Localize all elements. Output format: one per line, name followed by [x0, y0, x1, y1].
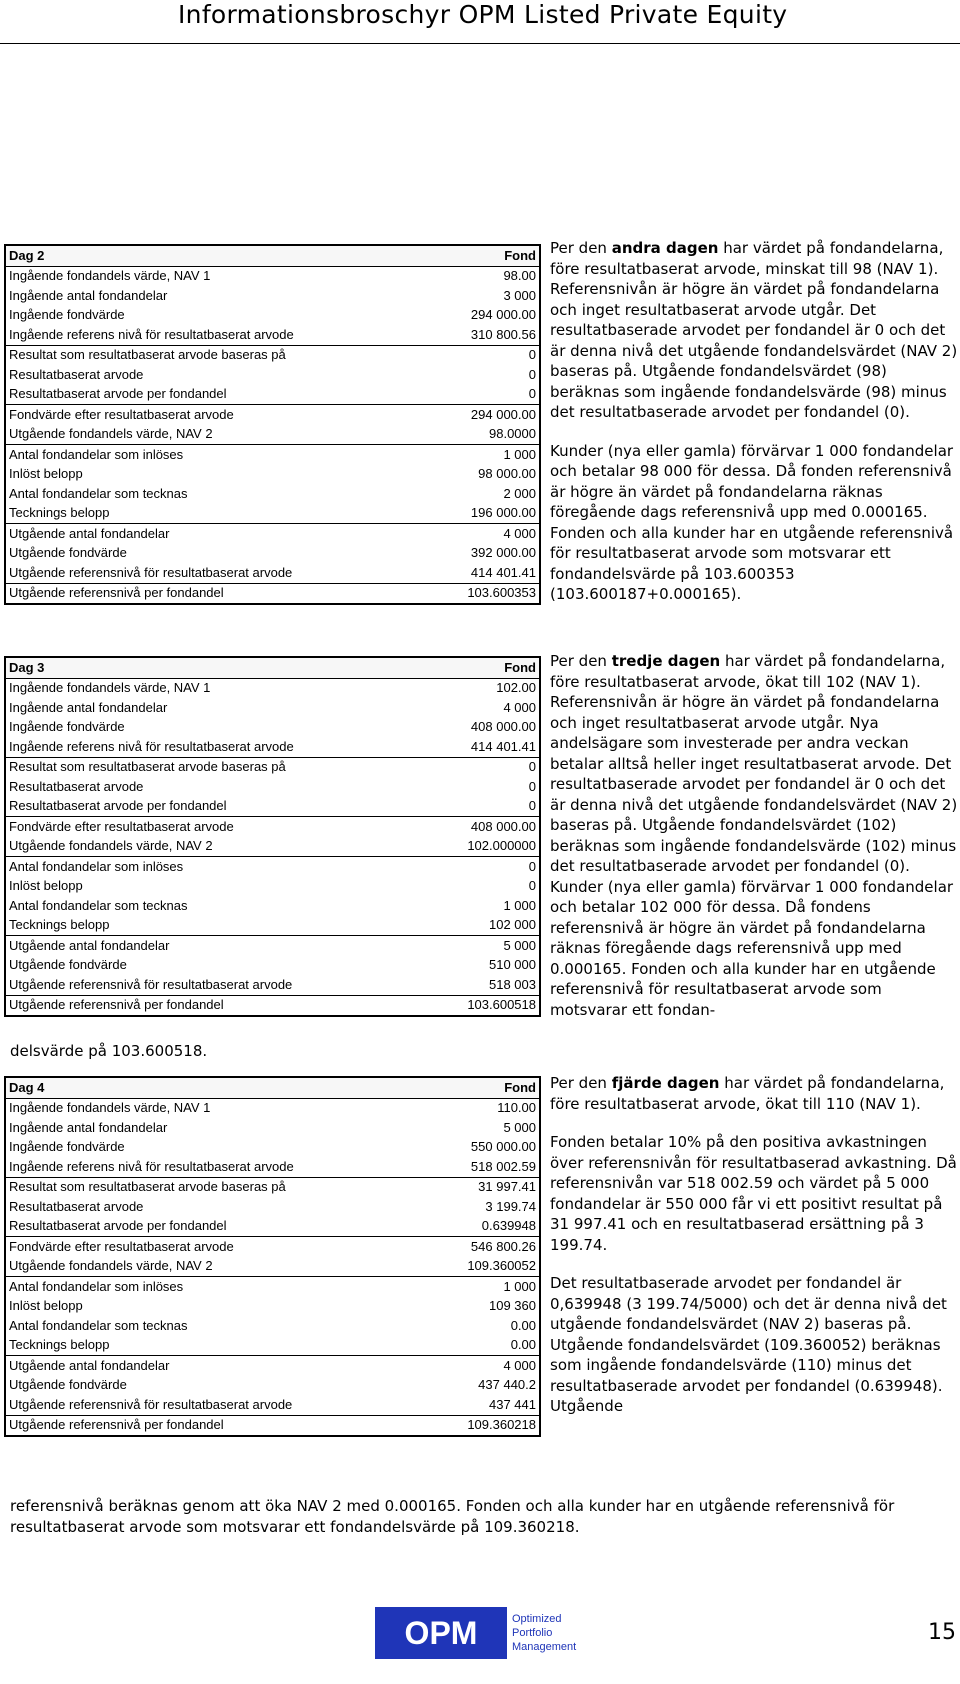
document-title: Informationsbroschyr OPM Listed Private Equity	[178, 0, 788, 29]
row-label: Resultat som resultatbaserat arvode baseras på	[5, 1177, 423, 1197]
row-value: 550 000.00	[470, 1139, 536, 1155]
row-label: Utgående fondandels värde, NAV 2	[9, 838, 213, 854]
row-value: 0	[528, 878, 536, 894]
row-value: 437 440.2	[478, 1377, 536, 1393]
row-label: Resultatbaserat arvode	[9, 366, 144, 382]
dag4-paragraph-2: Fonden betalar 10% på den positiva avkastningen över referensnivån för resultatbaserad avkastning. Då referensnivån var 518 002.59 och värdet på 5 000 fondandelar är 550 000 får vi ett positivt resultat på 31 997.41 och en resultatbaserad ersättning på 3 199.74.	[550, 1133, 957, 1254]
row-value: 103.600353	[423, 583, 540, 604]
row-label: Utgående antal fondandelar	[5, 936, 423, 956]
row-value: 3 199.74	[485, 1198, 536, 1214]
dag4-continuation: referensnivå beräknas genom att öka NAV 2 med 0.000165. Fonden och alla kunder har en utgående referensnivå för resultatbaserat arvode som motsvarar ett fondandelsvärde på 109.360218.	[10, 1497, 895, 1536]
table-row	[5, 286, 540, 306]
row-label: Ingående antal fondandelar	[9, 699, 168, 715]
row-label: Dag 4	[5, 1077, 423, 1098]
row-value: 310 800.56	[470, 326, 536, 342]
day-keyword: fjärde dagen	[611, 1074, 720, 1092]
table-row	[5, 975, 540, 995]
dag3-paragraph-1: Per den tredje dagen har värdet på fondandelarna, före resultatbaserat arvode, ökat till 102 (NAV 1). Referensnivån är högre än värdet på fondandelarna och inget resultatbaserat arvode utgår. Nya andelsägare som investerade per andra veckan betalar alltså heller inget resultatbaserat arvode. Det resultatbaserade arvodet per fondandel är 0 och det är denna nivå det utgående fondandelsvärdet (NAV 2) baseras på. Utgående fondandelsvärdet (102) beräknas som ingående fondandelsvärde (102) minus det resultatbaserade arvodet per fondandel (0). Kunder (nya eller gamla) förvärvar 1 000 fondandelar och betalar 102 000 för dessa. Då fondens referensnivå är högre än värdet på fondandelarna räknas föregående dags referensnivå upp med 0.000165. Fonden och alla kunder har en utgående referensnivå för resultatbaserat arvode som motsvarar ett fondan-	[550, 652, 958, 1019]
table-row	[5, 465, 540, 485]
table-row	[5, 1177, 540, 1197]
table-row	[5, 504, 540, 524]
row-value: 0	[528, 778, 536, 794]
row-value: 414 401.41	[470, 564, 536, 580]
row-label: Utgående fondvärde	[9, 545, 127, 561]
row-label: Antal fondandelar som tecknas	[9, 897, 188, 913]
row-label: Ingående fondvärde	[9, 1139, 125, 1155]
row-value: 392 000.00	[470, 545, 536, 561]
row-label: Utgående antal fondandelar	[5, 1356, 423, 1376]
table-row	[5, 365, 540, 385]
row-value: 518 002.59	[470, 1158, 536, 1174]
row-value: 2 000	[503, 485, 536, 501]
row-label: Ingående antal fondandelar	[9, 1119, 168, 1135]
dag2-paragraph-2: Kunder (nya eller gamla) förvärvar 1 000 fondandelar och betalar 98 000 för dessa. Då fonden referensnivå är högre än värdet på fondandelarna räknas föregående dags referensnivå upp med 0.000165. Fonden och alla kunder har en utgående referensnivå för resultatbaserat arvode som motsvarar ett fondandelsvärde på 103.600353 (103.600187+0.000165).	[550, 441, 954, 603]
row-label: Utgående referensnivå per fondandel	[5, 995, 423, 1016]
table-row	[5, 936, 540, 956]
row-label: Utgående fondandels värde, NAV 2	[9, 1258, 213, 1274]
table-row	[5, 1157, 540, 1177]
row-label: Utgående fondandels värde, NAV 2	[9, 426, 213, 442]
row-value: 0.00	[510, 1337, 536, 1353]
row-value: 4 000	[423, 1356, 540, 1376]
row-value: 102.00	[423, 678, 540, 698]
table-row	[5, 1237, 540, 1257]
row-value: 0.639948	[481, 1218, 536, 1234]
row-label: Resultatbaserat arvode	[9, 778, 144, 794]
dag4-explanation	[550, 1073, 958, 1435]
row-value: 408 000.00	[423, 817, 540, 837]
table-row	[5, 896, 540, 916]
table-header-row	[5, 657, 540, 678]
row-label: Antal fondandelar som inlöses	[5, 857, 423, 877]
table-row	[5, 524, 540, 544]
table-row	[5, 583, 540, 604]
row-value: 103.600518	[423, 995, 540, 1016]
table-row	[5, 306, 540, 326]
day-keyword: tredje dagen	[611, 652, 721, 670]
row-label: Ingående fondvärde	[9, 307, 125, 323]
table-row	[5, 737, 540, 757]
table-row	[5, 718, 540, 738]
table-row	[5, 678, 540, 698]
table-row	[5, 1197, 540, 1217]
row-label: Utgående antal fondandelar	[5, 524, 423, 544]
table-row	[5, 1316, 540, 1336]
table-row	[5, 563, 540, 583]
row-value: 437 441	[489, 1396, 536, 1412]
table-row	[5, 266, 540, 286]
row-value: 414 401.41	[470, 738, 536, 754]
opm-logo-tagline	[512, 1612, 587, 1654]
row-label: Ingående referens nivå för resultatbaserat arvode	[9, 738, 294, 754]
table-row	[5, 797, 540, 817]
row-label: Inlöst belopp	[9, 1298, 83, 1314]
row-value: Fond	[423, 1077, 540, 1098]
row-label: Inlöst belopp	[9, 878, 83, 894]
row-value: 0	[423, 757, 540, 777]
row-value: 294 000.00	[423, 405, 540, 425]
row-value: Fond	[423, 657, 540, 678]
table-row	[5, 484, 540, 504]
table-row	[5, 1376, 540, 1396]
row-value: 0.00	[510, 1317, 536, 1333]
row-value: 5 000	[503, 1119, 536, 1135]
row-value: 110.00	[423, 1098, 540, 1118]
row-label: Resultatbaserat arvode per fondandel	[9, 1218, 227, 1234]
row-value: 31 997.41	[423, 1177, 540, 1197]
row-label: Utgående referensnivå per fondandel	[5, 583, 423, 604]
table-header-row	[5, 1077, 540, 1098]
table-row	[5, 1118, 540, 1138]
row-label: Tecknings belopp	[9, 1337, 110, 1353]
table-row	[5, 757, 540, 777]
table-row	[5, 1098, 540, 1118]
dag4-paragraph-1: Per den fjärde dagen har värdet på fondandelarna, före resultatbaserat arvode, ökat till 110 (NAV 1).	[550, 1074, 945, 1113]
row-label: Ingående fondandels värde, NAV 1	[5, 266, 423, 286]
table-row	[5, 1297, 540, 1317]
table-row	[5, 1217, 540, 1237]
row-value: 4 000	[423, 524, 540, 544]
row-label: Utgående referensnivå för resultatbaserat arvode	[9, 564, 293, 580]
row-value: 109.360052	[467, 1258, 536, 1274]
dag4-paragraph-3: Det resultatbaserade arvodet per fondandel är 0,639948 (3 199.74/5000) och det är denna nivå det utgående fondandelsvärdet (NAV 2) baseras på. Utgående fondandelsvärdet (109.360052) beräknas som ingående fondandelsvärde (110) minus det resultatbaserade arvodet per fondandel (0.639948). Utgående	[550, 1274, 947, 1415]
row-label: Ingående fondandels värde, NAV 1	[5, 1098, 423, 1118]
row-label: Resultat som resultatbaserat arvode baseras på	[5, 757, 423, 777]
row-value: 3 000	[503, 287, 536, 303]
row-label: Fondvärde efter resultatbaserat arvode	[5, 817, 423, 837]
row-label: Dag 3	[5, 657, 423, 678]
table-row	[5, 777, 540, 797]
table-row	[5, 1336, 540, 1356]
row-label: Ingående referens nivå för resultatbaserat arvode	[9, 326, 294, 342]
row-value: Fond	[423, 245, 540, 266]
row-value: 0	[423, 857, 540, 877]
dag3-explanation	[550, 651, 958, 1038]
row-label: Tecknings belopp	[9, 505, 110, 521]
table-row	[5, 345, 540, 365]
dag2-paragraph-1: Per den andra dagen har värdet på fondandelarna, före resultatbaserat arvode, minskat till 98 (NAV 1). Referensnivån är högre än värdet på fondandelarna och inget resultatbaserat arvode utgår. Det resultatbaserade arvodet per fondandel är 0 och det är denna nivå det utgående fondandelsvärdet (NAV 2) baseras på. Utgående fondandelsvärdet (98) beräknas som ingående fondandelsvärde (98) minus det resultatbaserade arvodet per fondandel (0).	[550, 239, 958, 421]
table-row	[5, 995, 540, 1016]
table-row	[5, 325, 540, 345]
row-label: Dag 2	[5, 245, 423, 266]
dag4-table	[4, 1076, 541, 1437]
row-label: Utgående fondvärde	[9, 957, 127, 973]
row-value: 518 003	[489, 976, 536, 992]
table-row	[5, 857, 540, 877]
table-row	[5, 385, 540, 405]
table-header-row	[5, 245, 540, 266]
row-value: 196 000.00	[470, 505, 536, 521]
table-row	[5, 1395, 540, 1415]
logo-line-1: Optimized	[512, 1613, 562, 1625]
opm-logo-mark: OPM	[375, 1607, 507, 1659]
row-value: 5 000	[423, 936, 540, 956]
row-value: 4 000	[503, 699, 536, 715]
row-value: 109 360	[489, 1298, 536, 1314]
row-value: 0	[528, 798, 536, 814]
row-label: Ingående referens nivå för resultatbaserat arvode	[9, 1158, 294, 1174]
row-value: 408 000.00	[470, 719, 536, 735]
table-row	[5, 698, 540, 718]
row-label: Ingående antal fondandelar	[9, 287, 168, 303]
row-label: Tecknings belopp	[9, 917, 110, 933]
row-label: Utgående referensnivå för resultatbaserat arvode	[9, 976, 293, 992]
row-label: Ingående fondvärde	[9, 719, 125, 735]
row-label: Antal fondandelar som tecknas	[9, 1317, 188, 1333]
table-row	[5, 837, 540, 857]
row-label: Resultatbaserat arvode per fondandel	[9, 798, 227, 814]
table-row	[5, 877, 540, 897]
dag3-continuation: delsvärde på 103.600518.	[10, 1042, 208, 1060]
table-row	[5, 956, 540, 976]
row-label: Utgående fondvärde	[9, 1377, 127, 1393]
row-value: 0	[528, 366, 536, 382]
row-value: 109.360218	[423, 1415, 540, 1436]
row-label: Resultat som resultatbaserat arvode baseras på	[5, 345, 423, 365]
row-value: 0	[528, 386, 536, 402]
table-row	[5, 1415, 540, 1436]
row-label: Antal fondandelar som inlöses	[5, 445, 423, 465]
logo-line-2: Portfolio	[512, 1627, 553, 1639]
row-label: Resultatbaserat arvode per fondandel	[9, 386, 227, 402]
row-label: Inlöst belopp	[9, 466, 83, 482]
page-number: 15	[928, 1620, 956, 1645]
row-value: 98.00	[423, 266, 540, 286]
row-value: 98.0000	[489, 426, 536, 442]
table-row	[5, 817, 540, 837]
table-row	[5, 1356, 540, 1376]
table-row	[5, 916, 540, 936]
table-row	[5, 405, 540, 425]
row-value: 294 000.00	[470, 307, 536, 323]
row-label: Ingående fondandels värde, NAV 1	[5, 678, 423, 698]
dag3-table	[4, 656, 541, 1017]
row-value: 1 000	[503, 897, 536, 913]
row-value: 98 000.00	[478, 466, 536, 482]
row-label: Fondvärde efter resultatbaserat arvode	[5, 1237, 423, 1257]
row-label: Utgående referensnivå för resultatbaserat arvode	[9, 1396, 293, 1412]
day-keyword: andra dagen	[611, 239, 719, 257]
table-row	[5, 445, 540, 465]
row-value: 102 000	[489, 917, 536, 933]
row-label: Antal fondandelar som tecknas	[9, 485, 188, 501]
table-row	[5, 544, 540, 564]
table-row	[5, 425, 540, 445]
row-value: 0	[423, 345, 540, 365]
row-label: Fondvärde efter resultatbaserat arvode	[5, 405, 423, 425]
dag2-explanation	[550, 238, 958, 623]
table-row	[5, 1138, 540, 1158]
header-divider	[0, 43, 960, 44]
opm-logo	[375, 1607, 585, 1659]
row-label: Utgående referensnivå per fondandel	[5, 1415, 423, 1436]
row-value: 546 800.26	[423, 1237, 540, 1257]
row-value: 1 000	[423, 445, 540, 465]
row-value: 102.000000	[467, 838, 536, 854]
row-label: Resultatbaserat arvode	[9, 1198, 144, 1214]
table-row	[5, 1277, 540, 1297]
row-value: 1 000	[423, 1277, 540, 1297]
logo-line-3: Management	[512, 1641, 577, 1653]
row-label: Antal fondandelar som inlöses	[5, 1277, 423, 1297]
table-row	[5, 1257, 540, 1277]
dag2-table	[4, 244, 541, 605]
row-value: 510 000	[489, 957, 536, 973]
